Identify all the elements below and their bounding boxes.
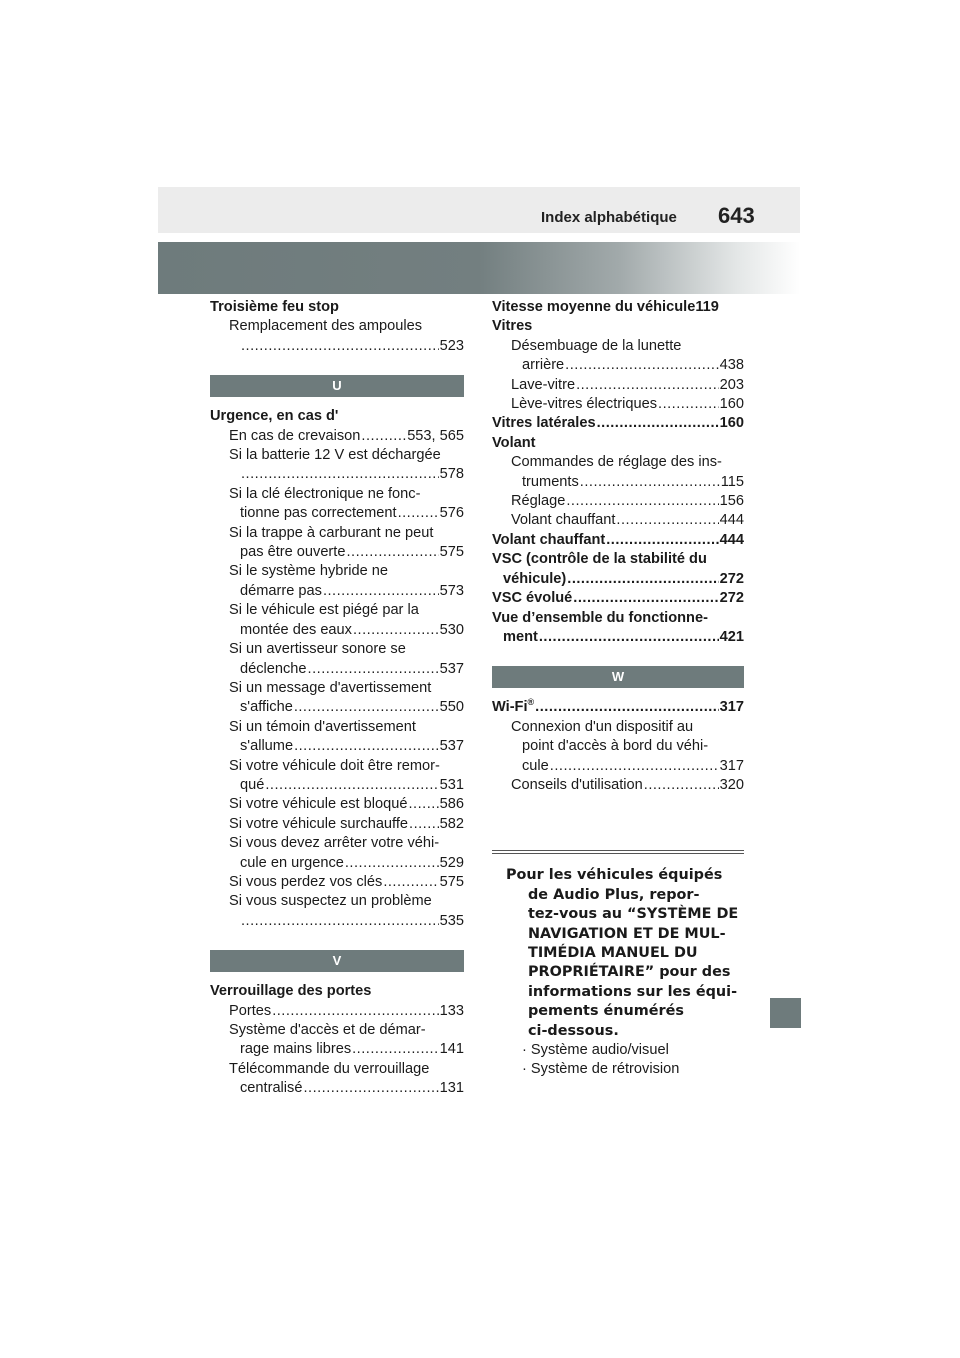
index-subentry: Désembuage de la lunette	[511, 337, 682, 354]
section-header-u: U	[210, 375, 464, 397]
index-subentry: Lave-vitre ..... 203	[492, 376, 744, 395]
index-subentry-cont: centralisé ..... 131	[210, 1079, 464, 1098]
note-line: NAVIGATION ET DE MUL-	[528, 925, 726, 942]
index-subentry: Si votre véhicule doit être remor-	[229, 757, 440, 774]
index-entry: Vue d’ensemble du fonctionne-	[492, 609, 708, 626]
note-line: informations sur les équi-	[528, 983, 738, 1000]
index-subentry: Si vous devez arrêter votre véhi-	[229, 835, 440, 852]
index-entry: VSC (contrôle de la stabilité du	[492, 551, 707, 568]
page-header-title: Index alphabétique	[541, 209, 677, 226]
index-subentry: Télécommande du verrouillage	[229, 1060, 430, 1077]
chapter-side-tab	[770, 998, 801, 1028]
index-subentry: Si votre véhicule surchauffe ..... 582	[210, 815, 464, 834]
index-entry: Wi-Fi® ..... 317	[492, 698, 744, 717]
note-line: tez-vous au “SYSTÈME DE	[528, 906, 739, 923]
index-subentry: Si le système hybride ne	[229, 563, 388, 580]
index-subentry: Lève-vitres électriques ..... 160	[492, 395, 744, 414]
index-subentry: Réglage ..... 156	[492, 492, 744, 511]
index-subentry: Si la batterie 12 V est déchargée	[229, 447, 441, 464]
note-list-item: · Système de rétrovision	[522, 1061, 680, 1078]
header-gradient-band	[158, 242, 800, 294]
index-subentry-page: ..... 578	[210, 465, 464, 484]
index-subentry-cont: démarre pas ..... 573	[210, 582, 464, 601]
index-subentry-cont: rage mains libres ..... 141	[210, 1040, 464, 1059]
section-header-w: W	[492, 666, 744, 688]
index-subentry: Si un message d'avertissement	[229, 679, 432, 696]
index-subentry: Si vous perdez vos clés ..... 575	[210, 873, 464, 892]
index-entry: Vitres latérales ..... 160	[492, 414, 744, 433]
index-subentry: Si la clé électronique ne fonc-	[229, 485, 421, 502]
note-line: de Audio Plus, repor-	[528, 886, 700, 903]
index-subentry-cont: point d'accès à bord du véhi-	[522, 738, 709, 755]
note-line: Pour les véhicules équipés	[506, 867, 723, 884]
index-subentry-cont: cule ..... 317	[492, 757, 744, 776]
index-subentry-cont: s'allume ..... 537	[210, 737, 464, 756]
index-subentry: Si votre véhicule est bloqué ..... 586	[210, 795, 464, 814]
note-box	[492, 866, 744, 1041]
index-entry: VSC évolué ..... 272	[492, 589, 744, 608]
index-subentry-page: ..... 523	[210, 337, 464, 356]
index-subentry: Portes ..... 133	[210, 1002, 464, 1021]
index-column-left	[210, 298, 464, 1099]
note-line: PROPRIÉTAIRE” pour des	[528, 964, 731, 981]
index-subentry: Système d'accès et de démar-	[229, 1022, 426, 1038]
note-list-item: · Système audio/visuel	[522, 1042, 669, 1058]
index-subentry: En cas de crevaison ..... 553, 565	[210, 427, 464, 446]
index-entry: Verrouillage des portes	[210, 983, 372, 1000]
index-subentry: Si un témoin d'avertissement	[229, 718, 416, 735]
index-entry-cont: véhicule) ..... 272	[492, 570, 744, 589]
index-subentry-cont: qué ..... 531	[210, 776, 464, 795]
index-subentry-page: ..... 535	[210, 912, 464, 931]
note-line: pements énumérés	[528, 1003, 684, 1020]
index-entry: Volant chauffant ..... 444	[492, 531, 744, 550]
index-subentry: Commandes de réglage des ins-	[511, 454, 722, 471]
index-entry: Urgence, en cas d'	[210, 408, 339, 425]
index-subentry-cont: truments ..... 115	[492, 473, 744, 492]
index-entry: Troisième feu stop	[210, 299, 339, 315]
index-subentry: Si le véhicule est piégé par la	[229, 602, 419, 619]
index-entry-cont: ment ..... 421	[492, 628, 744, 647]
note-line: ci-dessous.	[528, 1022, 619, 1039]
index-subentry-cont: déclenche ..... 537	[210, 660, 464, 679]
index-entry: Volant	[492, 434, 536, 451]
index-entry: Vitres	[492, 318, 533, 335]
index-subentry-cont: pas être ouverte ..... 575	[210, 543, 464, 562]
index-subentry-cont: tionne pas correctement ..... 576	[210, 504, 464, 523]
note-line: TIMÉDIA MANUEL DU	[528, 944, 698, 961]
page-header-bar	[158, 187, 800, 233]
index-subentry-cont: arrière ..... 438	[492, 356, 744, 375]
page-number: 643	[718, 203, 755, 228]
index-subentry: Conseils d'utilisation ..... 320	[492, 776, 744, 795]
index-subentry-cont: s'affiche ..... 550	[210, 698, 464, 717]
index-subentry: Si la trappe à carburant ne peut	[229, 524, 434, 541]
index-subentry: Volant chauffant ..... 444	[492, 511, 744, 530]
index-subentry: Remplacement des ampoules	[229, 318, 423, 335]
index-subentry: Si un avertisseur sonore se	[229, 641, 406, 658]
index-subentry-cont: cule en urgence ..... 529	[210, 854, 464, 873]
index-subentry: Si vous suspectez un problème	[229, 893, 432, 910]
section-header-v: V	[210, 950, 464, 972]
index-entry: Vitesse moyenne du véhicule 119	[492, 299, 719, 315]
index-subentry-cont: montée des eaux ..... 530	[210, 621, 464, 640]
index-column-right	[492, 298, 744, 1080]
index-subentry: Connexion d'un dispositif au	[511, 718, 694, 735]
